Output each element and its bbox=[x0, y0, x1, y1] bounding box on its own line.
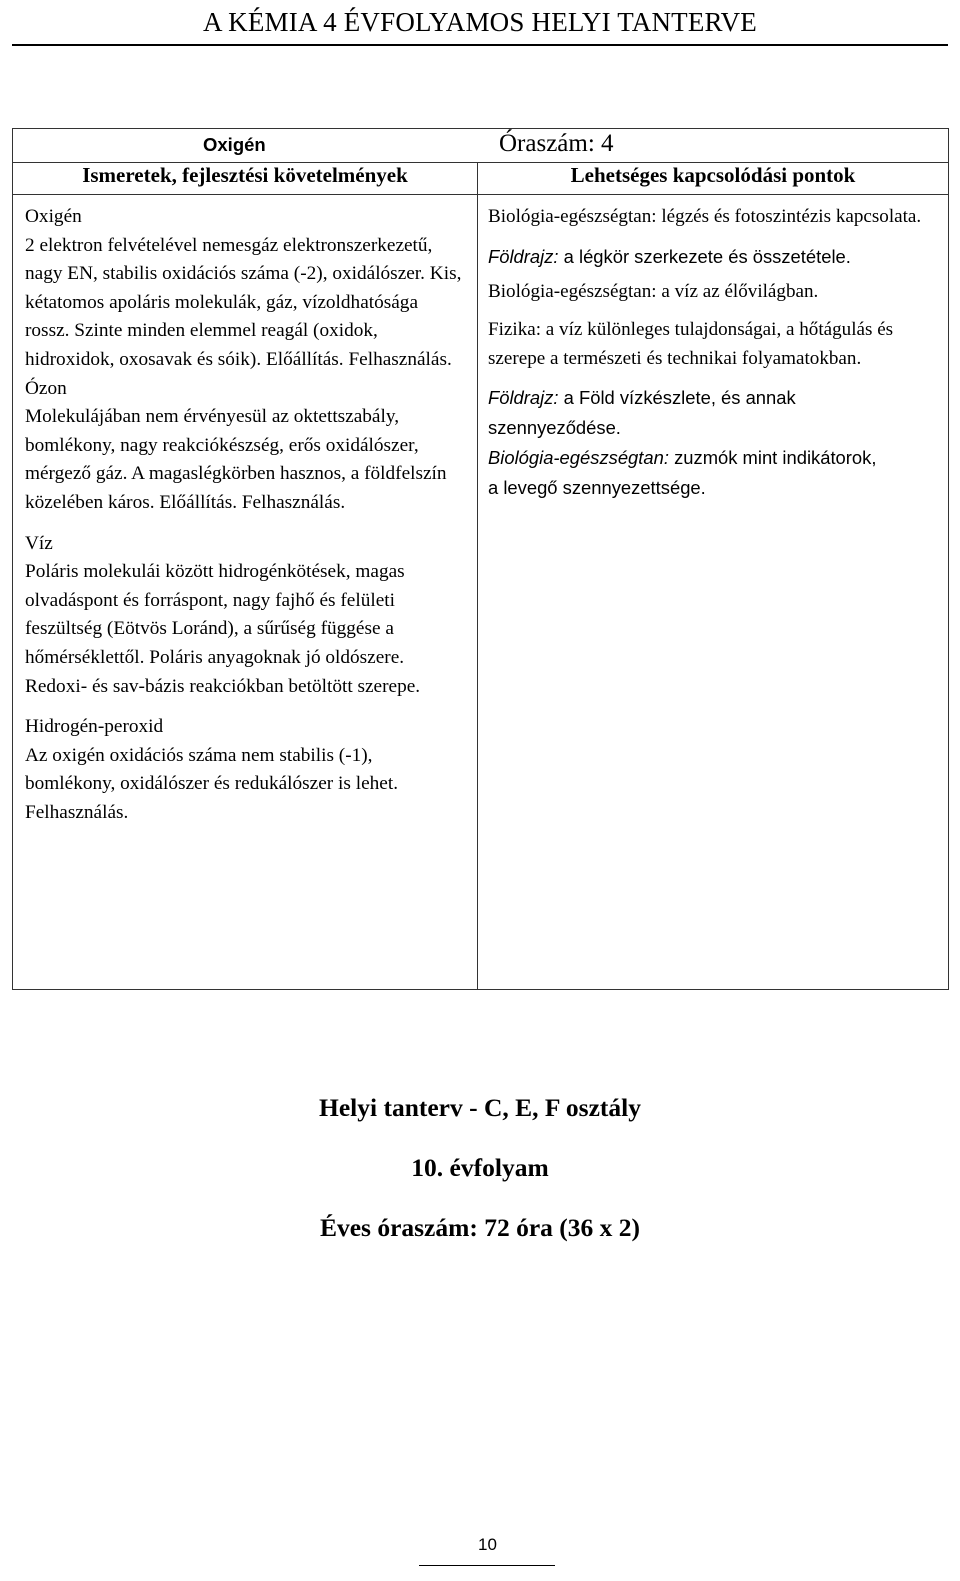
hours-label: Óraszám: 4 bbox=[499, 130, 614, 157]
peroxide-section bbox=[25, 713, 471, 827]
subject-label: Biológia-egészségtan: bbox=[488, 447, 669, 469]
grade-label: 10. évfolyam bbox=[411, 1153, 549, 1182]
page-number: 10 bbox=[478, 1535, 497, 1554]
footer-divider bbox=[419, 1565, 555, 1566]
column-header-connections: Lehetséges kapcsolódási pontok bbox=[478, 163, 949, 195]
table-body-row bbox=[13, 195, 949, 990]
table-header-row bbox=[13, 163, 949, 195]
ozone-title: Ózon bbox=[25, 377, 67, 399]
oxygen-title: Oxigén bbox=[25, 206, 82, 227]
local-curriculum-title: Helyi tanterv - C, E, F osztály bbox=[319, 1093, 641, 1122]
peroxide-title: Hidrogén-peroxid bbox=[25, 716, 164, 738]
peroxide-text: Az oxigén oxidációs száma nem stabilis (-1), bomlékony, oxidálószer és redukálószer is lehet. Felhasználás. bbox=[25, 744, 399, 823]
connection-geography-atmosphere bbox=[488, 242, 942, 272]
connection-biology-respiration: Biológia-egészségtan: légzés és fotoszintézis kapcsolata. bbox=[488, 206, 922, 227]
page-header bbox=[12, 0, 948, 46]
ozone-text: Molekulájában nem érvényesül az oktettszabály, bomlékony, nagy reakciókészség, erős oxidálószer, mérgező gáz. A magaslégkörben hasznos, a földfelszín közelében káros. Előállítás. Felhasználás. bbox=[25, 406, 447, 513]
water-title: Víz bbox=[25, 532, 53, 554]
connection-geography-water bbox=[488, 383, 942, 443]
connection-text: a Föld vízkészlete, és annak szennyeződése. bbox=[488, 387, 796, 439]
requirements-cell bbox=[13, 195, 478, 990]
water-section bbox=[25, 530, 471, 702]
connection-text: zuzmók mint indikátorok, a levegő szennyezettsége. bbox=[488, 447, 877, 499]
ozone-section bbox=[25, 375, 471, 518]
connection-physics-water: Fizika: a víz különleges tulajdonságai, a hőtágulás és szerepe a természeti és technikai folyamatokban. bbox=[488, 319, 894, 369]
connection-text: a légkör szerkezete és összetétele. bbox=[558, 245, 851, 267]
subject-label: Földrajz: bbox=[488, 387, 559, 409]
topic-table bbox=[12, 128, 949, 990]
connection-biology-lichens bbox=[488, 443, 942, 503]
table-title-row bbox=[13, 129, 949, 163]
annual-hours: Éves óraszám: 72 óra (36 x 2) bbox=[319, 1213, 641, 1242]
subject-label: Földrajz: bbox=[488, 245, 559, 267]
page-title: A KÉMIA 4 ÉVFOLYAMOS HELYI TANTERVE bbox=[202, 7, 757, 37]
connections-cell bbox=[478, 195, 949, 990]
topic-name: Oxigén bbox=[203, 134, 266, 155]
oxygen-text: 2 elektron felvételével nemesgáz elektronszerkezetű, nagy EN, stabilis oxidációs száma (-2), oxidálószer. Kis, kétatomos apoláris molekulák, gáz, vízoldhatósága rossz. Szinte minden elemmel reagál (oxidok, hidroxidok, oxosavak és sóik). Előállítás. Felhasználás. bbox=[25, 234, 462, 370]
oxygen-section bbox=[25, 203, 471, 375]
water-text: Poláris molekulái között hidrogénkötések, magas olvadáspont és forráspont, nagy fajhő és felületi feszültség (Eötvös Loránd), a sűrűség függése a hőmérséklettől. Poláris anyagoknak jó oldószere. Redoxi- és sav-bázis reakciókban betöltött szerepe. bbox=[25, 561, 421, 697]
column-header-requirements: Ismeretek, fejlesztési követelmények bbox=[13, 163, 478, 195]
connection-biology-water: Biológia-egészségtan: a víz az élővilágban. bbox=[488, 280, 819, 302]
